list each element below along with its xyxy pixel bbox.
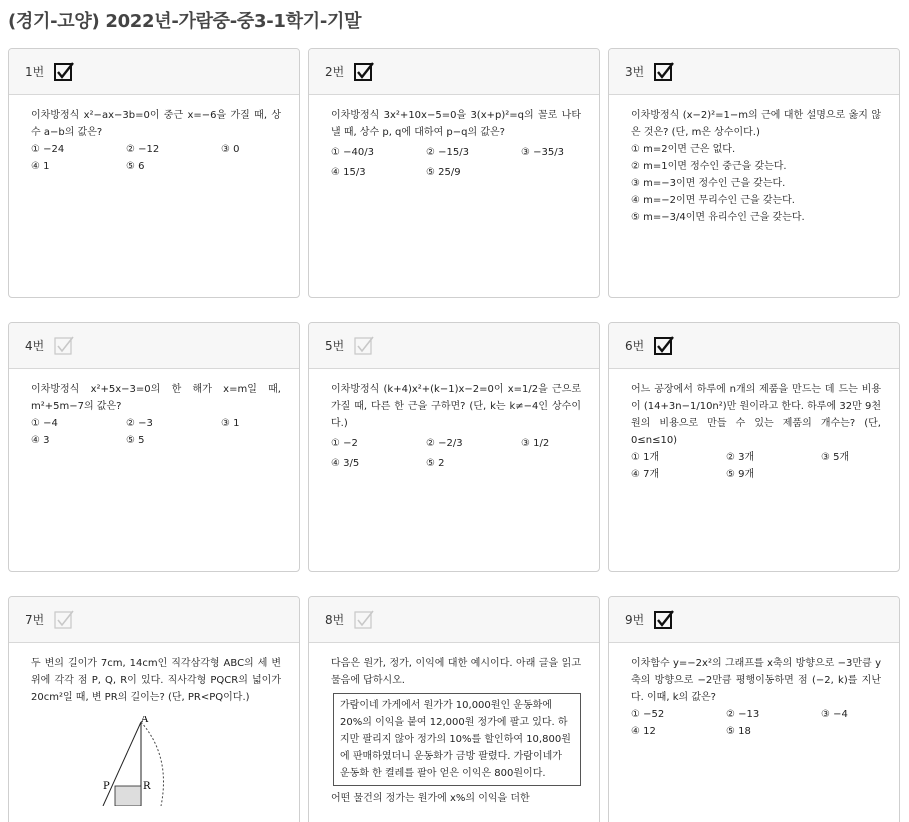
question-card-5[interactable] [308, 322, 600, 572]
choice[interactable]: ① −24 [31, 144, 65, 155]
choice[interactable]: ① −52 [631, 709, 665, 720]
choice[interactable]: ② −3 [126, 418, 153, 429]
question-card-7[interactable] [8, 596, 300, 822]
card-header [609, 323, 899, 369]
question-body [609, 643, 899, 740]
question-number: 8번 [325, 613, 345, 627]
choice[interactable]: ③ 1 [221, 418, 240, 429]
question-number: 6번 [625, 339, 645, 353]
question-text: 이차방정식 3x²+10x−5=0을 3(x+p)²=q의 꼴로 나타낼 때, 상수 p, q에 대하여 p−q의 값은? [331, 110, 581, 138]
choice[interactable]: ② −2/3 [426, 438, 463, 449]
question-body [309, 369, 599, 474]
choice[interactable]: ③ −35/3 [521, 147, 564, 158]
choice-list [31, 141, 281, 175]
choice[interactable]: ② −12 [126, 144, 160, 155]
choice[interactable]: ④ 3 [31, 435, 50, 446]
question-text: 이차방정식 (k+4)x²+(k−1)x−2=0이 x=1/2을 근으로 가질 때, 다른 한 근을 구하면? (단, k는 k≠−4인 상수이다.) [331, 384, 581, 429]
checkbox-unchecked-icon[interactable] [54, 336, 74, 356]
question-body [609, 95, 899, 226]
question-number: 5번 [325, 339, 345, 353]
choice-list [331, 434, 581, 474]
checkbox-checked-icon[interactable] [654, 336, 674, 356]
choice[interactable]: ⑤ 6 [126, 161, 145, 172]
question-card-4[interactable] [8, 322, 300, 572]
choice[interactable]: ① −40/3 [331, 147, 374, 158]
question-tail: 어떤 물건의 정가는 원가에 x%의 이익을 더한 [331, 793, 530, 804]
question-number: 3번 [625, 65, 645, 79]
question-number: 1번 [25, 65, 45, 79]
question-body [9, 95, 299, 175]
choice[interactable]: ⑤ 9개 [726, 469, 755, 480]
choice-list [631, 141, 881, 226]
choice[interactable]: ② 3개 [726, 452, 755, 463]
question-number: 9번 [625, 613, 645, 627]
card-header [609, 597, 899, 643]
question-text: 두 변의 길이가 7cm, 14cm인 직각삼각형 ABC의 세 변 위에 각각 점 P, Q, R이 있다. 직사각형 PQCR의 넓이가 20cm²일 때, 변 PR의 길이는? (단, PR<PQ이다.) [31, 658, 281, 703]
choice-list [31, 415, 281, 449]
question-text: 이차방정식 (x−2)²=1−m의 근에 대한 설명으로 옳지 않은 것은? (단, m은 상수이다.) [631, 110, 881, 138]
page-title: (경기-고양) 2022년-가람중-중3-1학기-기말 [8, 11, 362, 32]
question-text: 이차함수 y=−2x²의 그래프를 x축의 방향으로 −3만큼 y축의 방향으로 −2만큼 평행이동하면 점 (−2, k)를 지난다. 이때, k의 값은? [631, 658, 881, 703]
choice[interactable]: ② −13 [726, 709, 760, 720]
choice[interactable]: ⑤ m=−3/4이면 유리수인 근을 갖는다. [631, 212, 805, 223]
card-header [309, 597, 599, 643]
question-body [609, 369, 899, 483]
choice[interactable]: ④ 15/3 [331, 167, 366, 178]
choice[interactable]: ③ 5개 [821, 452, 850, 463]
choice[interactable]: ③ 0 [221, 144, 240, 155]
choice[interactable]: ① −4 [31, 418, 58, 429]
question-body [9, 643, 299, 812]
question-card-8[interactable] [308, 596, 600, 822]
checkbox-checked-icon[interactable] [354, 62, 374, 82]
choice-list [631, 706, 881, 740]
choice[interactable]: ③ −4 [821, 709, 848, 720]
question-number: 4번 [25, 339, 45, 353]
choice[interactable]: ② m=1이면 정수인 중근을 갖는다. [631, 161, 787, 172]
question-text: 다음은 원가, 정가, 이익에 대한 예시이다. 아래 글을 읽고 물음에 답하시오. [331, 658, 581, 686]
choice[interactable]: ④ 12 [631, 726, 656, 737]
choice[interactable]: ③ 1/2 [521, 438, 550, 449]
question-card-6[interactable] [608, 322, 900, 572]
choice[interactable]: ④ 7개 [631, 469, 660, 480]
question-text: 이차방정식 x²+5x−3=0의 한 해가 x=m일 때, m²+5m−7의 값은? [31, 384, 281, 412]
label-a: A [141, 716, 149, 725]
question-card-1[interactable] [8, 48, 300, 298]
choice-list [331, 143, 581, 183]
label-p: P [103, 781, 110, 792]
choice-list [631, 449, 881, 483]
choice[interactable]: ③ m=−3이면 정수인 근을 갖는다. [631, 178, 786, 189]
question-body [309, 643, 599, 807]
card-header [9, 597, 299, 643]
question-text: 이차방정식 x²−ax−3b=0이 중근 x=−6을 가질 때, 상수 a−b의 값은? [31, 110, 281, 138]
choice[interactable]: ① −2 [331, 438, 358, 449]
question-number: 2번 [325, 65, 345, 79]
question-body [9, 369, 299, 449]
card-header [9, 49, 299, 95]
card-header [609, 49, 899, 95]
card-header [309, 323, 599, 369]
card-header [9, 323, 299, 369]
question-text: 어느 공장에서 하루에 n개의 제품을 만드는 데 드는 비용이 (14+3n−1/10n²)만 원이라고 한다. 하루에 32만 9천원의 비용으로 만들 수 있는 제품의 개수는? (단, 0≤n≤10) [631, 384, 881, 446]
question-body [309, 95, 599, 183]
choice[interactable]: ④ 3/5 [331, 458, 360, 469]
choice[interactable]: ⑤ 25/9 [426, 167, 461, 178]
label-r: R [143, 781, 151, 792]
question-card-9[interactable] [608, 596, 900, 822]
choice[interactable]: ② −15/3 [426, 147, 469, 158]
checkbox-unchecked-icon[interactable] [54, 610, 74, 630]
checkbox-checked-icon[interactable] [54, 62, 74, 82]
choice[interactable]: ⑤ 18 [726, 726, 751, 737]
checkbox-checked-icon[interactable] [654, 610, 674, 630]
choice[interactable]: ⑤ 5 [126, 435, 145, 446]
question-card-3[interactable] [608, 48, 900, 298]
checkbox-unchecked-icon[interactable] [354, 336, 374, 356]
example-box: 가람이네 가게에서 원가가 10,000원인 운동화에 20%의 이익을 붙여 12,000원 정가에 팔고 있다. 하지만 팔리지 않아 정가의 10%를 할인하여 10,800원에 판매하였더니 운동화가 금방 팔렸다. 가람이네가 운동화 한 켤레를 팔아 얻은 이익은 800원이다. [333, 693, 581, 786]
choice[interactable]: ① 1개 [631, 452, 660, 463]
choice[interactable]: ④ 1 [31, 161, 50, 172]
choice[interactable]: ① m=2이면 근은 없다. [631, 144, 736, 155]
question-number: 7번 [25, 613, 45, 627]
checkbox-checked-icon[interactable] [654, 62, 674, 82]
card-header [309, 49, 599, 95]
checkbox-unchecked-icon[interactable] [354, 610, 374, 630]
question-card-2[interactable] [308, 48, 600, 298]
choice[interactable]: ⑤ 2 [426, 458, 445, 469]
choice[interactable]: ④ m=−2이면 무리수인 근을 갖는다. [631, 195, 795, 206]
triangle-figure [101, 716, 281, 812]
